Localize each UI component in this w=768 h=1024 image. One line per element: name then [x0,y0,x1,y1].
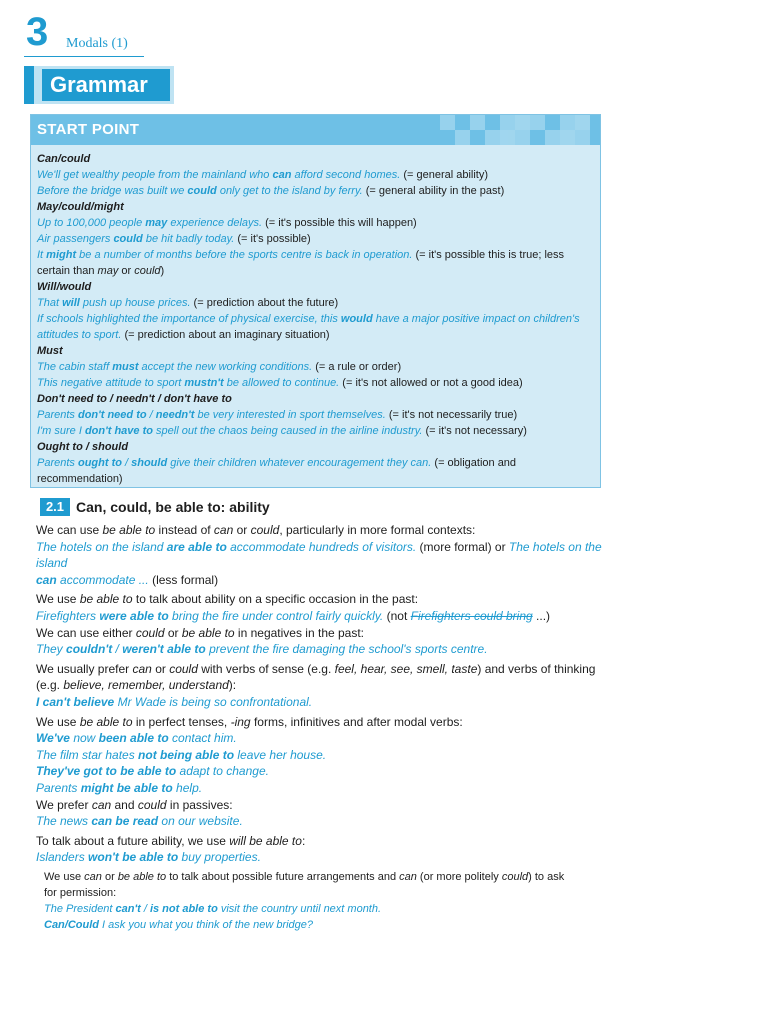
example-keyword: mustn't [184,377,224,389]
example-text: visit the country until next month. [217,903,382,915]
example-keyword: can be read [91,814,159,829]
explanation-text: for permission: [44,887,117,899]
example-text: adapt to change. [176,764,269,779]
term: be able to [79,592,133,607]
explanation-text: (= it's possible this will happen) [262,217,417,229]
explanation-text: (= general ability) [400,169,489,181]
example-keyword: could [113,233,143,245]
body-line [36,714,636,731]
term: can [91,797,112,812]
example-text: be very interested in sport themselves. [194,409,386,421]
modal-group-heading: Don't need to / needn't / don't have to [37,393,232,405]
example-line [37,231,595,247]
example-keyword: must [112,361,139,373]
example-text: Air passengers [37,233,114,245]
start-point-header [31,115,600,145]
example-text: accept the new working conditions. [138,361,313,373]
example-keyword: would [340,313,373,325]
term: could [135,625,165,640]
example-text: The President [44,903,116,915]
example-text: Up to 100,000 people [37,217,146,229]
example-text: The news [36,814,92,829]
example-text: The hotels on the island [36,539,167,554]
example-text: now [69,731,99,746]
example-keyword: needn't [155,409,195,421]
term: will be able to [229,833,302,848]
example-keyword: can [272,169,292,181]
example-text: I'm sure I [37,425,85,437]
example-text: Parents [37,457,78,469]
explanation-text: in perfect tenses, [132,714,231,729]
example-line [37,359,595,375]
explanation-text: forms, infinitives and after modal verbs: [250,714,463,729]
explanation-text: To talk about a future ability, we use [36,833,230,848]
example-keyword: won't be able to [88,850,179,865]
explanation-text: certain than [37,265,98,277]
example-keyword: should [131,457,168,469]
explanation-text: (= it's possible this is true; less [412,249,565,261]
example-text: help. [172,780,203,795]
example-text: be allowed to continue. [223,377,340,389]
term: can [132,661,152,676]
example-text: It [37,249,47,261]
grammar-banner-bar [24,66,34,104]
checker-decoration-icon [420,115,600,145]
example-text: afford second homes. [291,169,401,181]
example-line [37,455,595,471]
example-text: bring the fire under control fairly quickly. [168,608,384,623]
example-keyword: weren't able to [122,642,206,657]
example-keyword: is not able to [149,903,218,915]
explanation-text: ...) [532,608,551,623]
example-line [37,167,595,183]
example-text: prevent the fire damaging the school's sports centre. [205,642,488,657]
explanation-text: (= a rule or order) [312,361,402,373]
example-line [37,295,595,311]
body-line [36,522,636,539]
example-keyword: been able to [98,731,169,746]
grammar-heading: Grammar [42,69,170,101]
modal-group-heading: Must [37,345,63,357]
example-text: If schools highlighted the importance of physical exercise, this [37,313,341,325]
example-keyword: might [46,249,77,261]
example-text: Mr Wade is being so confrontational. [114,694,313,709]
start-point-box [30,114,601,488]
term: be able to [102,523,156,537]
example-text: Before the bridge was built we [37,185,188,197]
explanation-text: and [111,797,138,812]
start-point-title: START POINT [37,121,140,138]
unit-number: 3 [26,10,49,54]
body-line [36,641,636,658]
note-line [44,901,604,917]
example-text: The cabin staff [37,361,113,373]
body-line [36,694,636,711]
modal-group-heading: May/could/might [37,201,124,213]
explanation-text: We prefer [36,797,92,812]
example-keyword: don't have to [84,425,153,437]
example-text: only get to the island by ferry. [216,185,363,197]
example-keyword: Can/Could [44,919,99,931]
explanation-text: (= it's possible) [234,233,311,245]
term: -ing [230,714,251,729]
example-text: give their children whatever encouragement they can. [167,457,432,469]
example-keyword: couldn't [66,642,113,657]
example-text: be a number of months before the sports centre is back in operation. [76,249,413,261]
example-text: buy properties. [178,850,261,865]
body-line [36,813,636,830]
explanation-text: : [301,833,306,848]
example-line [37,263,595,279]
example-text: Islanders [36,850,89,865]
incorrect-example: Firefighters could bring [410,608,533,623]
explanation-text: to talk about ability on a specific occasion in the past: [132,592,419,607]
term: could [250,523,280,537]
example-text: / [140,903,150,915]
explanation-text: in negatives in the past: [234,625,365,640]
body-line [36,849,636,866]
explanation-text: or [118,265,135,277]
example-keyword: may [145,217,168,229]
example-text: leave her house. [234,747,327,762]
term: can [84,871,102,883]
example-text: accommodate ... [56,572,149,587]
example-line [37,247,595,263]
explanation-text: , particularly in more formal contexts: [279,523,476,537]
example-line [37,407,595,423]
example-keyword: I can't believe [36,694,115,709]
example-line [37,183,595,199]
example-text: That [37,297,63,309]
example-text: They [36,642,67,657]
example-keyword: are able to [166,539,227,554]
body-line [36,797,636,814]
body-line [36,763,636,780]
example-line [37,471,595,487]
example-text: spell out the chaos being caused in the airline industry. [152,425,423,437]
explanation-text: We usually prefer [36,661,133,676]
explanation-text: or [164,625,182,640]
example-text: I ask you what you think of the new bridge? [99,919,314,931]
body-line [36,539,636,572]
example-keyword: ought to [77,457,122,469]
explanation-text: We use [36,592,80,607]
explanation-text: (= prediction about the future) [190,297,339,309]
section-number-badge: 2.1 [40,498,70,516]
term: can [399,871,417,883]
explanation-text: (= it's not necessary) [422,425,527,437]
explanation-text: ) to ask [528,871,565,883]
body-line [36,661,636,678]
example-keyword: can't [115,903,141,915]
unit-title: Modals (1) [66,36,128,51]
example-text: The hotels on the island [36,539,602,571]
example-keyword: They've got to be able to [36,764,177,779]
note-line [44,885,604,901]
example-text: / [112,642,123,657]
example-text: attitudes to sport. [37,329,122,341]
header-divider [24,56,144,57]
example-line [37,375,595,391]
term: could [134,265,161,277]
explanation-text: (= prediction about an imaginary situation) [121,329,330,341]
example-text: The film star hates [36,747,139,762]
body-line [36,730,636,747]
example-keyword: will [62,297,80,309]
example-text: contact him. [168,731,237,746]
example-keyword: We've [36,731,70,746]
example-text: on our website. [158,814,243,829]
term: be able to [79,714,133,729]
body-line [36,833,636,850]
term: feel, hear, see, smell, taste [334,661,478,676]
explanation-text: We can use [36,523,103,537]
example-text: Firefighters [36,608,100,623]
body-line [36,572,636,589]
body-line [36,608,636,625]
explanation-text: We use [44,871,85,883]
explanation-text: (or more politely [416,871,502,883]
example-text: We'll get wealthy people from the mainland who [37,169,273,181]
note-line [44,869,604,885]
example-text: Parents [37,409,78,421]
term: be able to [117,871,167,883]
example-keyword: might be able to [80,780,173,795]
example-keyword: were able to [99,608,169,623]
explanation-text: or [233,523,251,537]
example-text: / [146,409,156,421]
example-keyword: can [36,572,57,587]
example-text: Parents [36,780,81,795]
explanation-text: ) and verbs of thinking [477,661,596,676]
term: believe, remember, understand [63,678,229,693]
example-keyword: not being able to [138,747,235,762]
explanation-text: to talk about possible future arrangements and [166,871,400,883]
explanation-text: We use [36,714,80,729]
explanation-text: (more formal) or [416,539,509,554]
note-body [44,869,604,933]
body-line [36,780,636,797]
term: may [97,265,119,277]
body-line [36,625,636,642]
section-title: Can, could, be able to: ability [76,499,270,515]
body-line [36,677,636,694]
example-line [37,423,595,439]
explanation-text: ): [228,678,237,693]
start-point-content [37,151,595,487]
term: could [169,661,198,676]
explanation-text: recommendation) [37,473,123,485]
example-text: be hit badly today. [142,233,235,245]
explanation-text: with verbs of sense (e.g. [197,661,335,676]
explanation-text: or [101,871,118,883]
example-keyword: don't need to [77,409,147,421]
example-keyword: could [187,185,217,197]
example-text: This negative attitude to sport [37,377,185,389]
example-text: push up house prices. [79,297,191,309]
explanation-text: instead of [155,523,214,537]
body-line [36,591,636,608]
example-text: / [121,457,132,469]
example-text: experience delays. [167,217,263,229]
term: be able to [181,625,235,640]
example-line [37,215,595,231]
modal-group-heading: Ought to / should [37,441,129,453]
explanation-text: (= it's not allowed or not a good idea) [339,377,523,389]
example-line [37,311,595,327]
modal-group-heading: Can/could [37,153,91,165]
term: can [213,523,234,537]
explanation-text: (= obligation and [431,457,517,469]
body-line [36,747,636,764]
explanation-text: (= general ability in the past) [362,185,505,197]
explanation-text: (not [383,608,411,623]
explanation-text: (less formal) [148,572,219,587]
explanation-text: in passives: [166,797,233,812]
explanation-text: (e.g. [36,678,64,693]
explanation-text: (= it's not necessarily true) [385,409,518,421]
example-text: have a major positive impact on children's [372,313,580,325]
example-line [37,327,595,343]
note-line [44,917,604,933]
section-body [36,522,636,866]
explanation-text: or [151,661,170,676]
explanation-text: ) [160,265,165,277]
modal-group-heading: Will/would [37,281,92,293]
explanation-text: We can use either [36,625,136,640]
example-text: accommodate hundreds of visitors. [226,539,417,554]
term: could [137,797,167,812]
term: could [501,871,529,883]
